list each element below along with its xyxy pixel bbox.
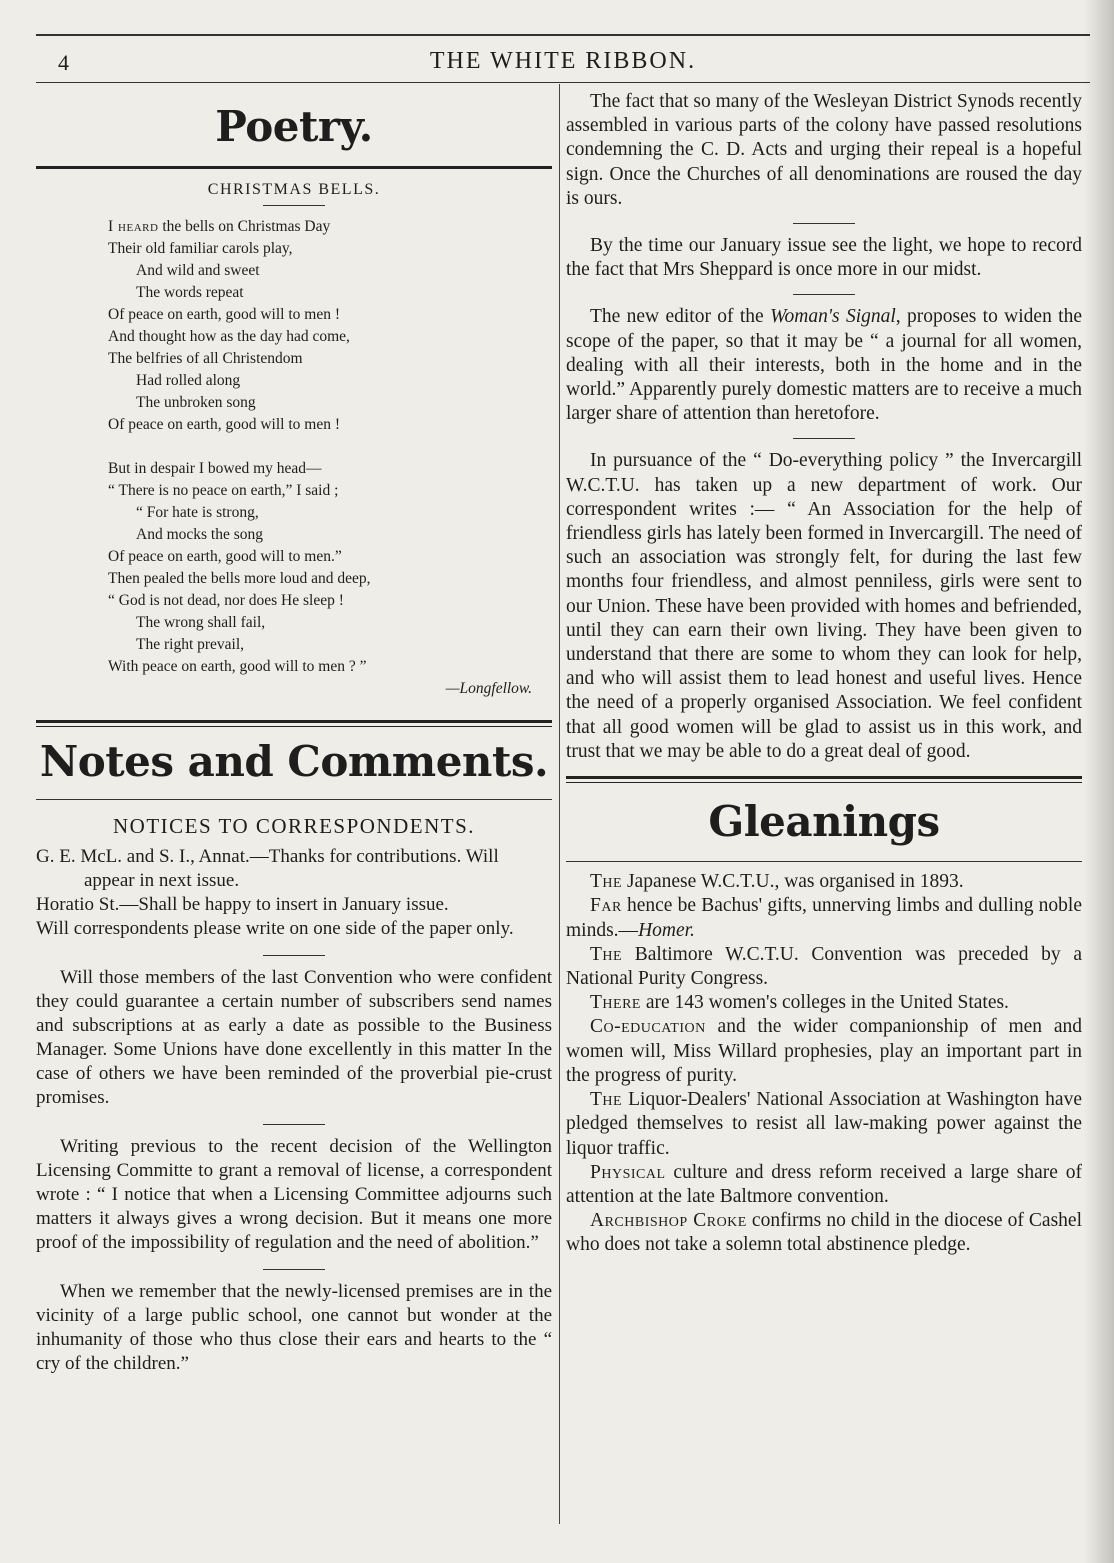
poetry-rule	[36, 166, 552, 169]
poem-line	[108, 414, 552, 436]
gleaning-text: hence be Bachus' gifts, unnerving limbs and dulling noble minds.—	[566, 895, 1082, 941]
gleaning-text: Liquor-Dealers' National Association at Washington have pledged themselves to resist all law-making power against the liquor traffic.	[566, 1089, 1082, 1159]
gleaning-text: culture and dress reform received a large share of attention at the late Baltmore convention.	[566, 1161, 1082, 1207]
poem-line-text: The right prevail,	[136, 636, 245, 654]
publication-title: Woman's Signal	[770, 306, 896, 328]
comment-paragraph: In pursuance of the “ Do-everything policy ” the Invercargill W.C.T.U. has taken up a new department of work. Our correspondent writes :— “ An Association for the help of friendless girls has lately been formed in Invercargill. The need of such an association was strongly felt, for during the last few months four friendless, and almost penniless, girls were sent to our Union. These have been provided with homes and befriended, until they can earn their own living. They have been given to understand that there are some to whom they can look for help, and who will assist them to lead honest and useful lives. Hence the need of a properly organised Association. We feel confident that all good women will be glad to assist us in this work, and trust that we may be able to do a great deal of good.	[566, 450, 1082, 762]
poetry-heading: Poetry.	[215, 102, 373, 151]
gleaning-text: and the wider companionship of men and women will, Miss Willard prophesies, play an important part in the progress of purity.	[566, 1016, 1082, 1086]
poem-line-text: Had rolled along	[136, 372, 241, 390]
poem-line	[108, 304, 552, 326]
poem-line	[108, 590, 552, 612]
gleaning-item	[566, 870, 1082, 894]
journal-title: THE WHITE RIBBON.	[429, 48, 697, 74]
note-paragraph: When we remember that the newly-licensed premises are in the vicinity of a large public school, one cannot but wonder at the inhumanity of those who thus close their ears and hearts to the “ cry of the children.”	[36, 1281, 552, 1375]
section-divider	[793, 438, 855, 439]
notices-heading: NOTICES TO CORRESPONDENTS.	[112, 814, 476, 839]
poem-line-text: “ There is no peace on earth,” I said ;	[108, 482, 339, 500]
notes-heading: Notes and Comments.	[39, 737, 549, 787]
notice-item: Horatio St.—Shall be happy to insert in January issue.	[36, 894, 449, 916]
gleanings-top-rule	[566, 776, 1082, 783]
gleaning-text: are 143 women's colleges in the United States.	[640, 992, 1009, 1014]
notes-top-rule	[36, 720, 552, 727]
gleaning-text: Japanese W.C.T.U., was organised in 1893.	[622, 871, 964, 893]
poem-title-rule	[263, 205, 325, 206]
gleaning-item	[566, 1088, 1082, 1161]
poem-attribution: —Longfellow.	[445, 680, 532, 698]
poem-line-text: The words repeat	[136, 284, 244, 302]
poem-line-text: But in despair I bowed my head—	[108, 460, 322, 478]
poem-line-text: the bells on Christmas Day	[158, 218, 331, 236]
gleaning-lead: Archbishop Croke	[590, 1210, 747, 1232]
gleaning-item	[566, 943, 1082, 991]
section-divider	[263, 955, 325, 956]
poem-line-text: And thought how as the day had come,	[108, 328, 350, 346]
poem-line	[108, 480, 552, 502]
poem-line	[108, 568, 552, 590]
poem-line-text: And mocks the song	[136, 526, 264, 544]
gleaning-item	[566, 1015, 1082, 1088]
note-paragraph: Will those members of the last Convention who were confident they could guarantee a certain number of subscribers send names and subscriptions at as early a date as possible to the Business Manager. Some Unions have done excellently in this matter In the case of others we have been reminded of the proverbial pie-crust promises.	[36, 967, 552, 1109]
poem-line-text: The belfries of all Christendom	[108, 350, 303, 368]
poem-line-text: The unbroken song	[136, 394, 256, 412]
gleaning-item	[566, 991, 1082, 1015]
comment-paragraph: By the time our January issue see the light, we hope to record the fact that Mrs Sheppard is once more in our midst.	[566, 235, 1082, 281]
gleaning-lead: The	[590, 1089, 623, 1111]
gleanings-rule	[566, 861, 1082, 862]
poem-line	[108, 502, 552, 524]
poem-line	[108, 370, 552, 392]
poem-line-text: With peace on earth, good will to men ? ”	[108, 658, 367, 676]
poem-line	[108, 612, 552, 634]
page-number: 4	[58, 50, 69, 75]
poem-line-text: “ For hate is strong,	[136, 504, 259, 522]
gleaning-lead: There	[590, 992, 641, 1014]
poem-line	[108, 238, 552, 260]
poem-line	[108, 524, 552, 546]
gleaning-lead: Far	[590, 895, 622, 917]
gleaning-lead: The	[590, 871, 623, 893]
poem-line-text: Then pealed the bells more loud and deep,	[108, 570, 371, 588]
page-header	[36, 34, 1090, 83]
gleaning-lead: Physical	[590, 1161, 666, 1183]
poem-line	[108, 656, 552, 678]
poem-line	[108, 348, 552, 370]
poem-line	[108, 216, 552, 238]
poem-line-text: Their old familiar carols play,	[108, 240, 293, 258]
page-edge-shadow	[1084, 0, 1114, 1563]
poem-body	[108, 216, 552, 678]
section-divider	[793, 223, 855, 224]
gleaning-source: Homer.	[638, 919, 695, 941]
gleaning-text: Baltimore W.C.T.U. Convention was preceded by a National Purity Congress.	[566, 943, 1082, 990]
comment-paragraph	[566, 305, 1082, 426]
poem-title: CHRISTMAS BELLS.	[207, 181, 381, 199]
poem-line	[108, 326, 552, 348]
gleaning-lead: Co-education	[590, 1016, 706, 1038]
notice-item: G. E. McL. and S. I., Annat.—Thanks for contributions. Will appear in next issue.	[36, 846, 499, 892]
text-run: , proposes to widen the scope of the paper, so that it may be “ a journal for all women, dealing with all their interests, both in the home and in the world.” Apparently purely domestic matters are to receive a much larger share of attention than heretofore.	[566, 306, 1082, 425]
poem-line-text: Of peace on earth, good will to men.”	[108, 548, 342, 566]
gleaning-item	[566, 894, 1082, 942]
gleaning-item	[566, 1209, 1082, 1257]
gleaning-item	[566, 1161, 1082, 1209]
section-divider	[263, 1124, 325, 1125]
stanza-break	[108, 436, 552, 458]
poem-line-text: The wrong shall fail,	[136, 614, 266, 632]
gleaning-lead: The	[590, 943, 623, 965]
text-run: The new editor of the	[590, 306, 771, 328]
poem-line	[108, 634, 552, 656]
poem-line-text: “ God is not dead, nor does He sleep !	[108, 592, 344, 610]
gleanings-list	[566, 870, 1082, 1257]
poem-line	[108, 546, 552, 568]
section-divider	[793, 294, 855, 295]
poem-line-text: Of peace on earth, good will to men !	[108, 416, 340, 434]
poem-line-text: And wild and sweet	[136, 262, 260, 280]
left-column	[36, 86, 552, 1376]
section-divider	[263, 1269, 325, 1270]
poem-line	[108, 392, 552, 414]
gleanings-heading: Gleanings	[708, 797, 940, 847]
notes-rule	[36, 799, 552, 800]
gleaning-text: confirms no child in the diocese of Cashel who does not take a solemn total abstinence pledge.	[566, 1210, 1083, 1256]
poem-line	[108, 282, 552, 304]
notice-item: Will correspondents please write on one side of the paper only.	[36, 918, 514, 940]
comment-paragraph: The fact that so many of the Wesleyan District Synods recently assembled in various parts of the colony have passed resolutions condemning the C. D. Acts and urging their repeal is a hopeful sign. Once the Churches of all denominations are roused the day is ours.	[566, 91, 1082, 209]
poem-line	[108, 260, 552, 282]
poem-line-text: Of peace on earth, good will to men !	[108, 306, 340, 324]
poem-lead-word: I heard	[108, 218, 159, 236]
note-paragraph: Writing previous to the recent decision of the Wellington Licensing Committe to grant a removal of license, a correspondent wrote : “ I notice that when a Licensing Committee adjourns such matters it always gives a wrong decision. But it means one more proof of the impossibility of regulation and the need of abolition.”	[36, 1136, 552, 1254]
right-column	[566, 86, 1082, 1258]
column-divider	[559, 84, 560, 1524]
poem-line	[108, 458, 552, 480]
